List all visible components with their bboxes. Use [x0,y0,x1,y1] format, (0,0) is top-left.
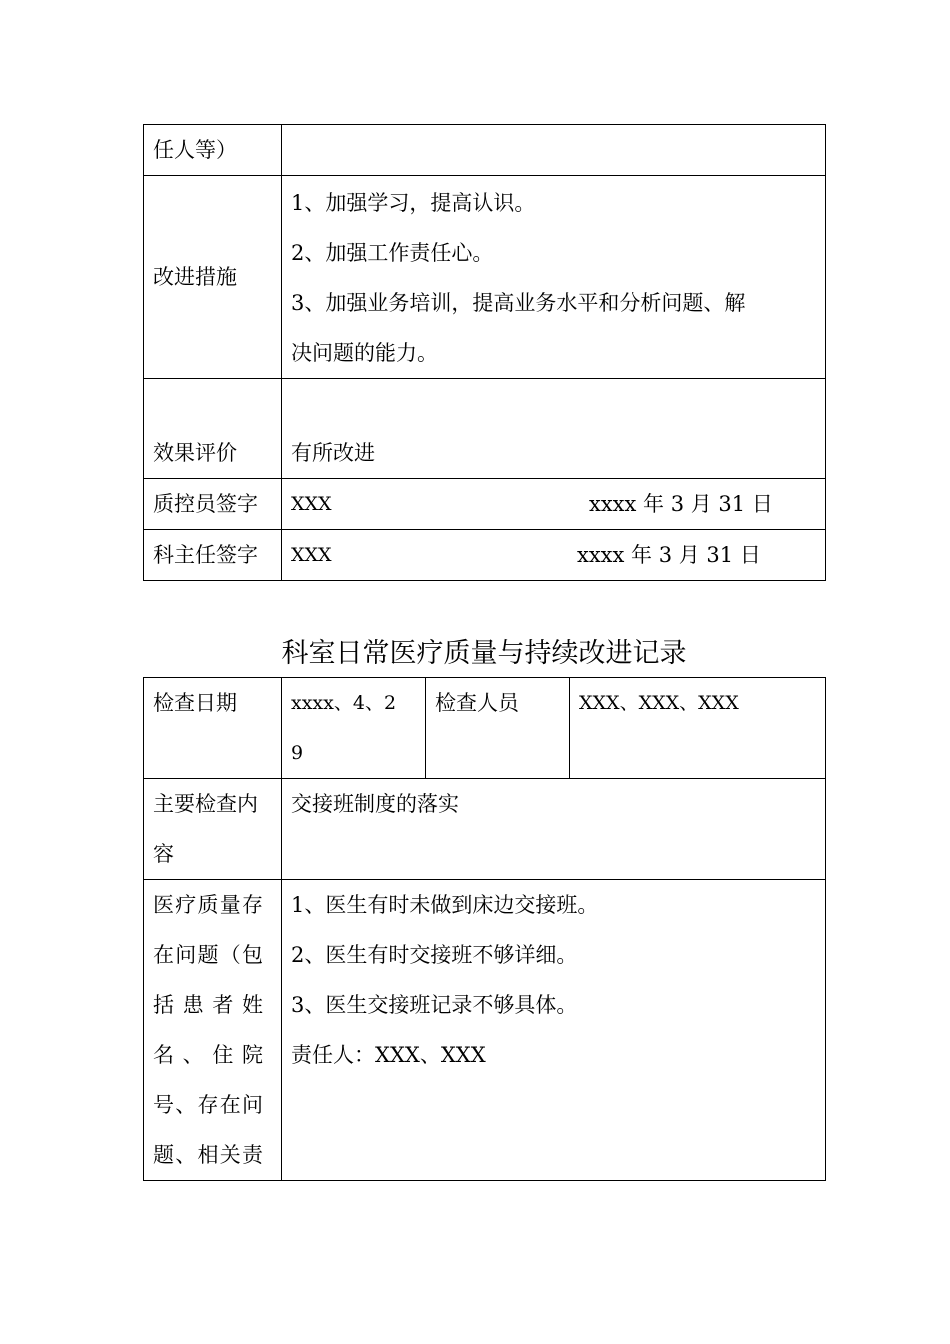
label-line: 医疗质量存 [153,893,263,917]
label-quality-issues [144,880,282,1181]
quality-record-table [143,677,826,1181]
responsible-content [282,125,826,176]
label-line: 名 、 住 院 [153,1043,263,1067]
label-responsible-continued: 任人等） [144,125,282,176]
effect-evaluation: 有所改进 [282,379,826,479]
check-date-line: xxxx、4、2 [291,692,397,714]
issue-line: 3、医生交接班记录不够具体。 [291,993,578,1017]
measure-line: 决问题的能力。 [291,341,438,365]
check-date-line: 9 [291,742,304,764]
measure-line: 3、加强业务培训，提高业务水平和分析问题、解 [291,291,746,315]
label-line: 主要检查内 [153,792,258,816]
measure-line: 1、加强学习，提高认识。 [291,191,536,215]
improvement-table [143,124,826,581]
label-line: 题、相关责 [153,1143,263,1167]
label-improvement-measures: 改进措施 [144,176,282,379]
label-director-signature: 科主任签字 [144,530,282,581]
label-line: 在问题（包 [153,943,263,967]
label-inspectors: 检查人员 [426,678,570,779]
label-check-date: 检查日期 [144,678,282,779]
main-content: 交接班制度的落实 [282,779,826,880]
qc-signer-name: XXX [291,493,332,515]
label-qc-signature: 质控员签字 [144,479,282,530]
director-signer-name: XXX [291,544,332,566]
record-title: 科室日常医疗质量与持续改进记录 [281,638,687,669]
label-main-content [144,779,282,880]
measure-line: 2、加强工作责任心。 [291,241,494,265]
label-line: 容 [153,842,174,866]
qc-sign-date: xxxx 年 3 月 31 日 [589,492,773,516]
quality-issues [282,880,826,1181]
check-date [282,678,426,779]
label-line: 号、存在问 [153,1093,263,1117]
improvement-measures [282,176,826,379]
issue-line: 责任人：XXX、XXX [291,1043,486,1067]
label-line: 括 患 者 姓 [153,993,263,1017]
qc-signature [282,479,826,530]
issue-line: 2、医生有时交接班不够详细。 [291,943,578,967]
director-sign-date: xxxx 年 3 月 31 日 [577,543,761,567]
label-effect-evaluation: 效果评价 [144,379,282,479]
director-signature [282,530,826,581]
inspectors: XXX、XXX、XXX [570,678,826,779]
issue-line: 1、医生有时未做到床边交接班。 [291,893,599,917]
